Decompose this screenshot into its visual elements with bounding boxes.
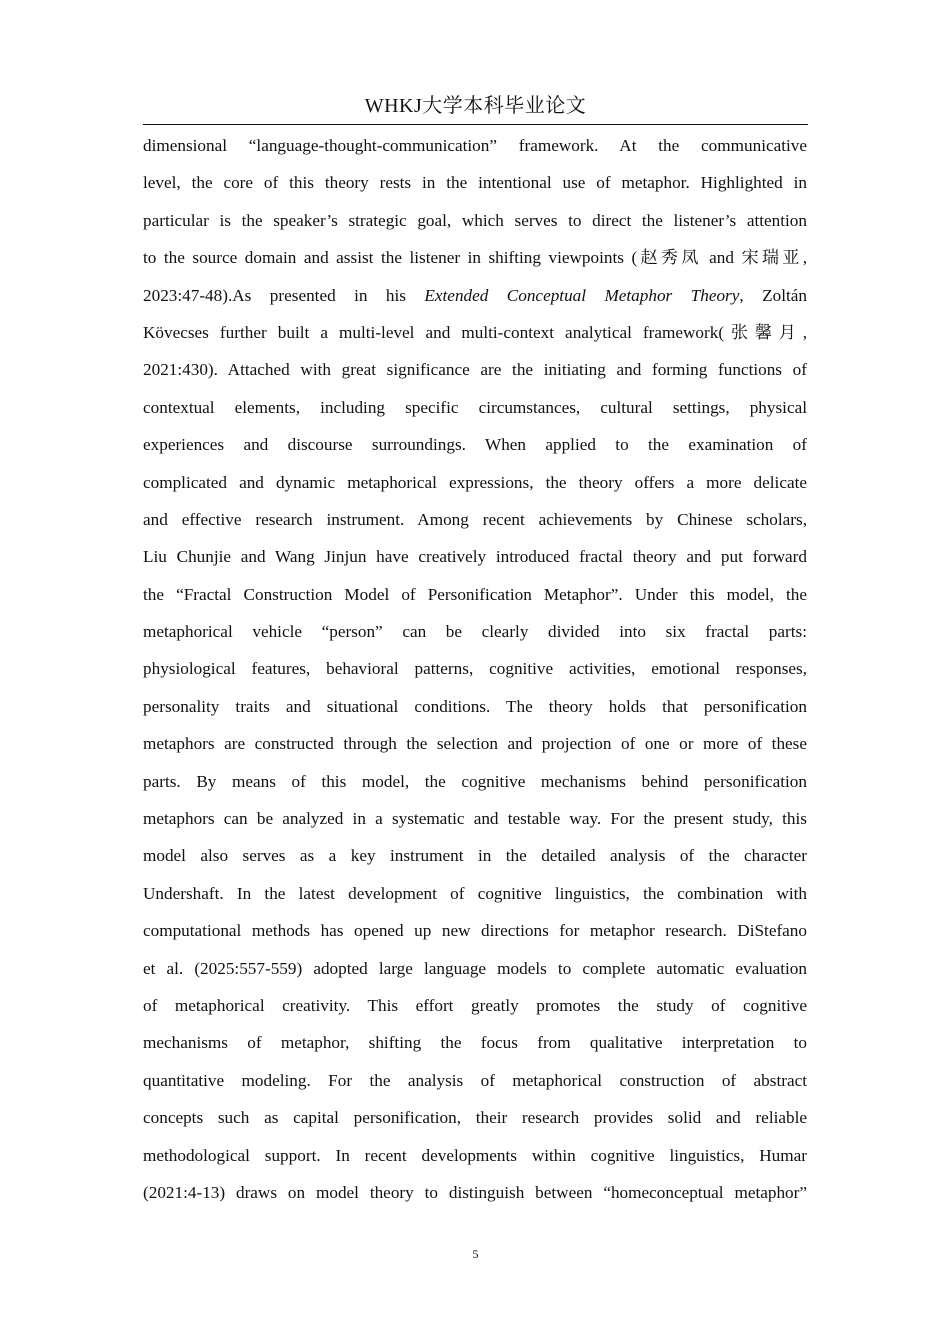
line-text: , Zoltán (739, 285, 807, 305)
body-line (143, 464, 807, 501)
body-line (143, 389, 807, 426)
line-text: the “Fractal Construction Model of Personification Metaphor”. Under this model, the (143, 584, 807, 604)
body-text (143, 127, 807, 1211)
body-line (143, 912, 807, 949)
body-line (143, 763, 807, 800)
body-line (143, 202, 807, 239)
page-number: 5 (472, 1247, 479, 1261)
line-text: personality traits and situational conditions. The theory holds that personification (143, 696, 807, 716)
line-text: metaphors are constructed through the selection and projection of one or more of these (143, 734, 807, 754)
line-text: Kövecses further built a multi-level and multi-context analytical framework(张馨月, (143, 322, 807, 342)
body-line (143, 1024, 807, 1061)
line-text: model also serves as a key instrument in the detailed analysis of the character (143, 846, 807, 866)
body-line (143, 688, 807, 725)
line-text: methodological support. In recent developments within cognitive linguistics, Humar (143, 1145, 807, 1165)
line-text: (2021:4-13) draws on model theory to distinguish between “homeconceptual metaphor” (143, 1182, 807, 1202)
body-line (143, 426, 807, 463)
body-line (143, 837, 807, 874)
body-line (143, 800, 807, 837)
body-line (143, 164, 807, 201)
line-text: of metaphorical creativity. This effort greatly promotes the study of cognitive (143, 995, 807, 1015)
line-text: metaphorical vehicle “person” can be clearly divided into six fractal parts: (143, 622, 807, 642)
body-line (143, 875, 807, 912)
line-text: dimensional “language-thought-communication” framework. At the communicative (143, 136, 807, 155)
line-text: metaphors can be analyzed in a systematic and testable way. For the present study, this (143, 809, 807, 829)
line-text: to the source domain and assist the listener in shifting viewpoints (赵秀凤 and 宋瑞亚, (143, 248, 807, 268)
header-rule (143, 124, 808, 125)
line-text: et al. (2025:557-559) adopted large language models to complete automatic evaluation (143, 958, 807, 978)
body-line (143, 501, 807, 538)
italic-title-text: Extended Conceptual Metaphor Theory (424, 285, 740, 305)
line-text: complicated and dynamic metaphorical expressions, the theory offers a more delicate (143, 472, 807, 492)
line-text: computational methods has opened up new directions for metaphor research. DiStefano (143, 921, 807, 941)
body-line (143, 1137, 807, 1174)
page-header-title: WHKJ大学本科毕业论文 (364, 95, 587, 117)
body-line (143, 1174, 807, 1211)
body-line (143, 239, 807, 276)
line-text: Undershaft. In the latest development of cognitive linguistics, the combination with (143, 883, 807, 903)
body-line (143, 277, 807, 314)
line-text: 2021:430). Attached with great significance are the initiating and forming functions of (143, 360, 807, 380)
body-line (143, 576, 807, 613)
body-line (143, 725, 807, 762)
body-line (143, 314, 807, 351)
body-line (143, 987, 807, 1024)
line-text: mechanisms of metaphor, shifting the focus from qualitative interpretation to (143, 1033, 807, 1053)
body-line (143, 1099, 807, 1136)
line-text: contextual elements, including specific circumstances, cultural settings, physical (143, 397, 807, 417)
line-text: parts. By means of this model, the cognitive mechanisms behind personification (143, 771, 807, 791)
line-text: 2023:47-48).As presented in his (143, 285, 425, 305)
line-text: physiological features, behavioral patterns, cognitive activities, emotional responses, (143, 659, 807, 679)
body-line (143, 950, 807, 987)
line-text: particular is the speaker’s strategic goal, which serves to direct the listener’s attention (143, 210, 807, 230)
body-line (143, 613, 807, 650)
body-line (143, 351, 807, 388)
line-text: level, the core of this theory rests in the intentional use of metaphor. Highlighted in (143, 173, 807, 193)
line-text: Liu Chunjie and Wang Jinjun have creatively introduced fractal theory and put forward (143, 547, 807, 567)
line-text: experiences and discourse surroundings. When applied to the examination of (143, 435, 807, 455)
line-text: quantitative modeling. For the analysis of metaphorical construction of abstract (143, 1070, 807, 1090)
body-line (143, 127, 807, 164)
body-line (143, 650, 807, 687)
line-text: and effective research instrument. Among recent achievements by Chinese scholars, (143, 509, 807, 529)
body-line (143, 538, 807, 575)
line-text: concepts such as capital personification, their research provides solid and reliable (143, 1108, 807, 1128)
body-line (143, 1062, 807, 1099)
